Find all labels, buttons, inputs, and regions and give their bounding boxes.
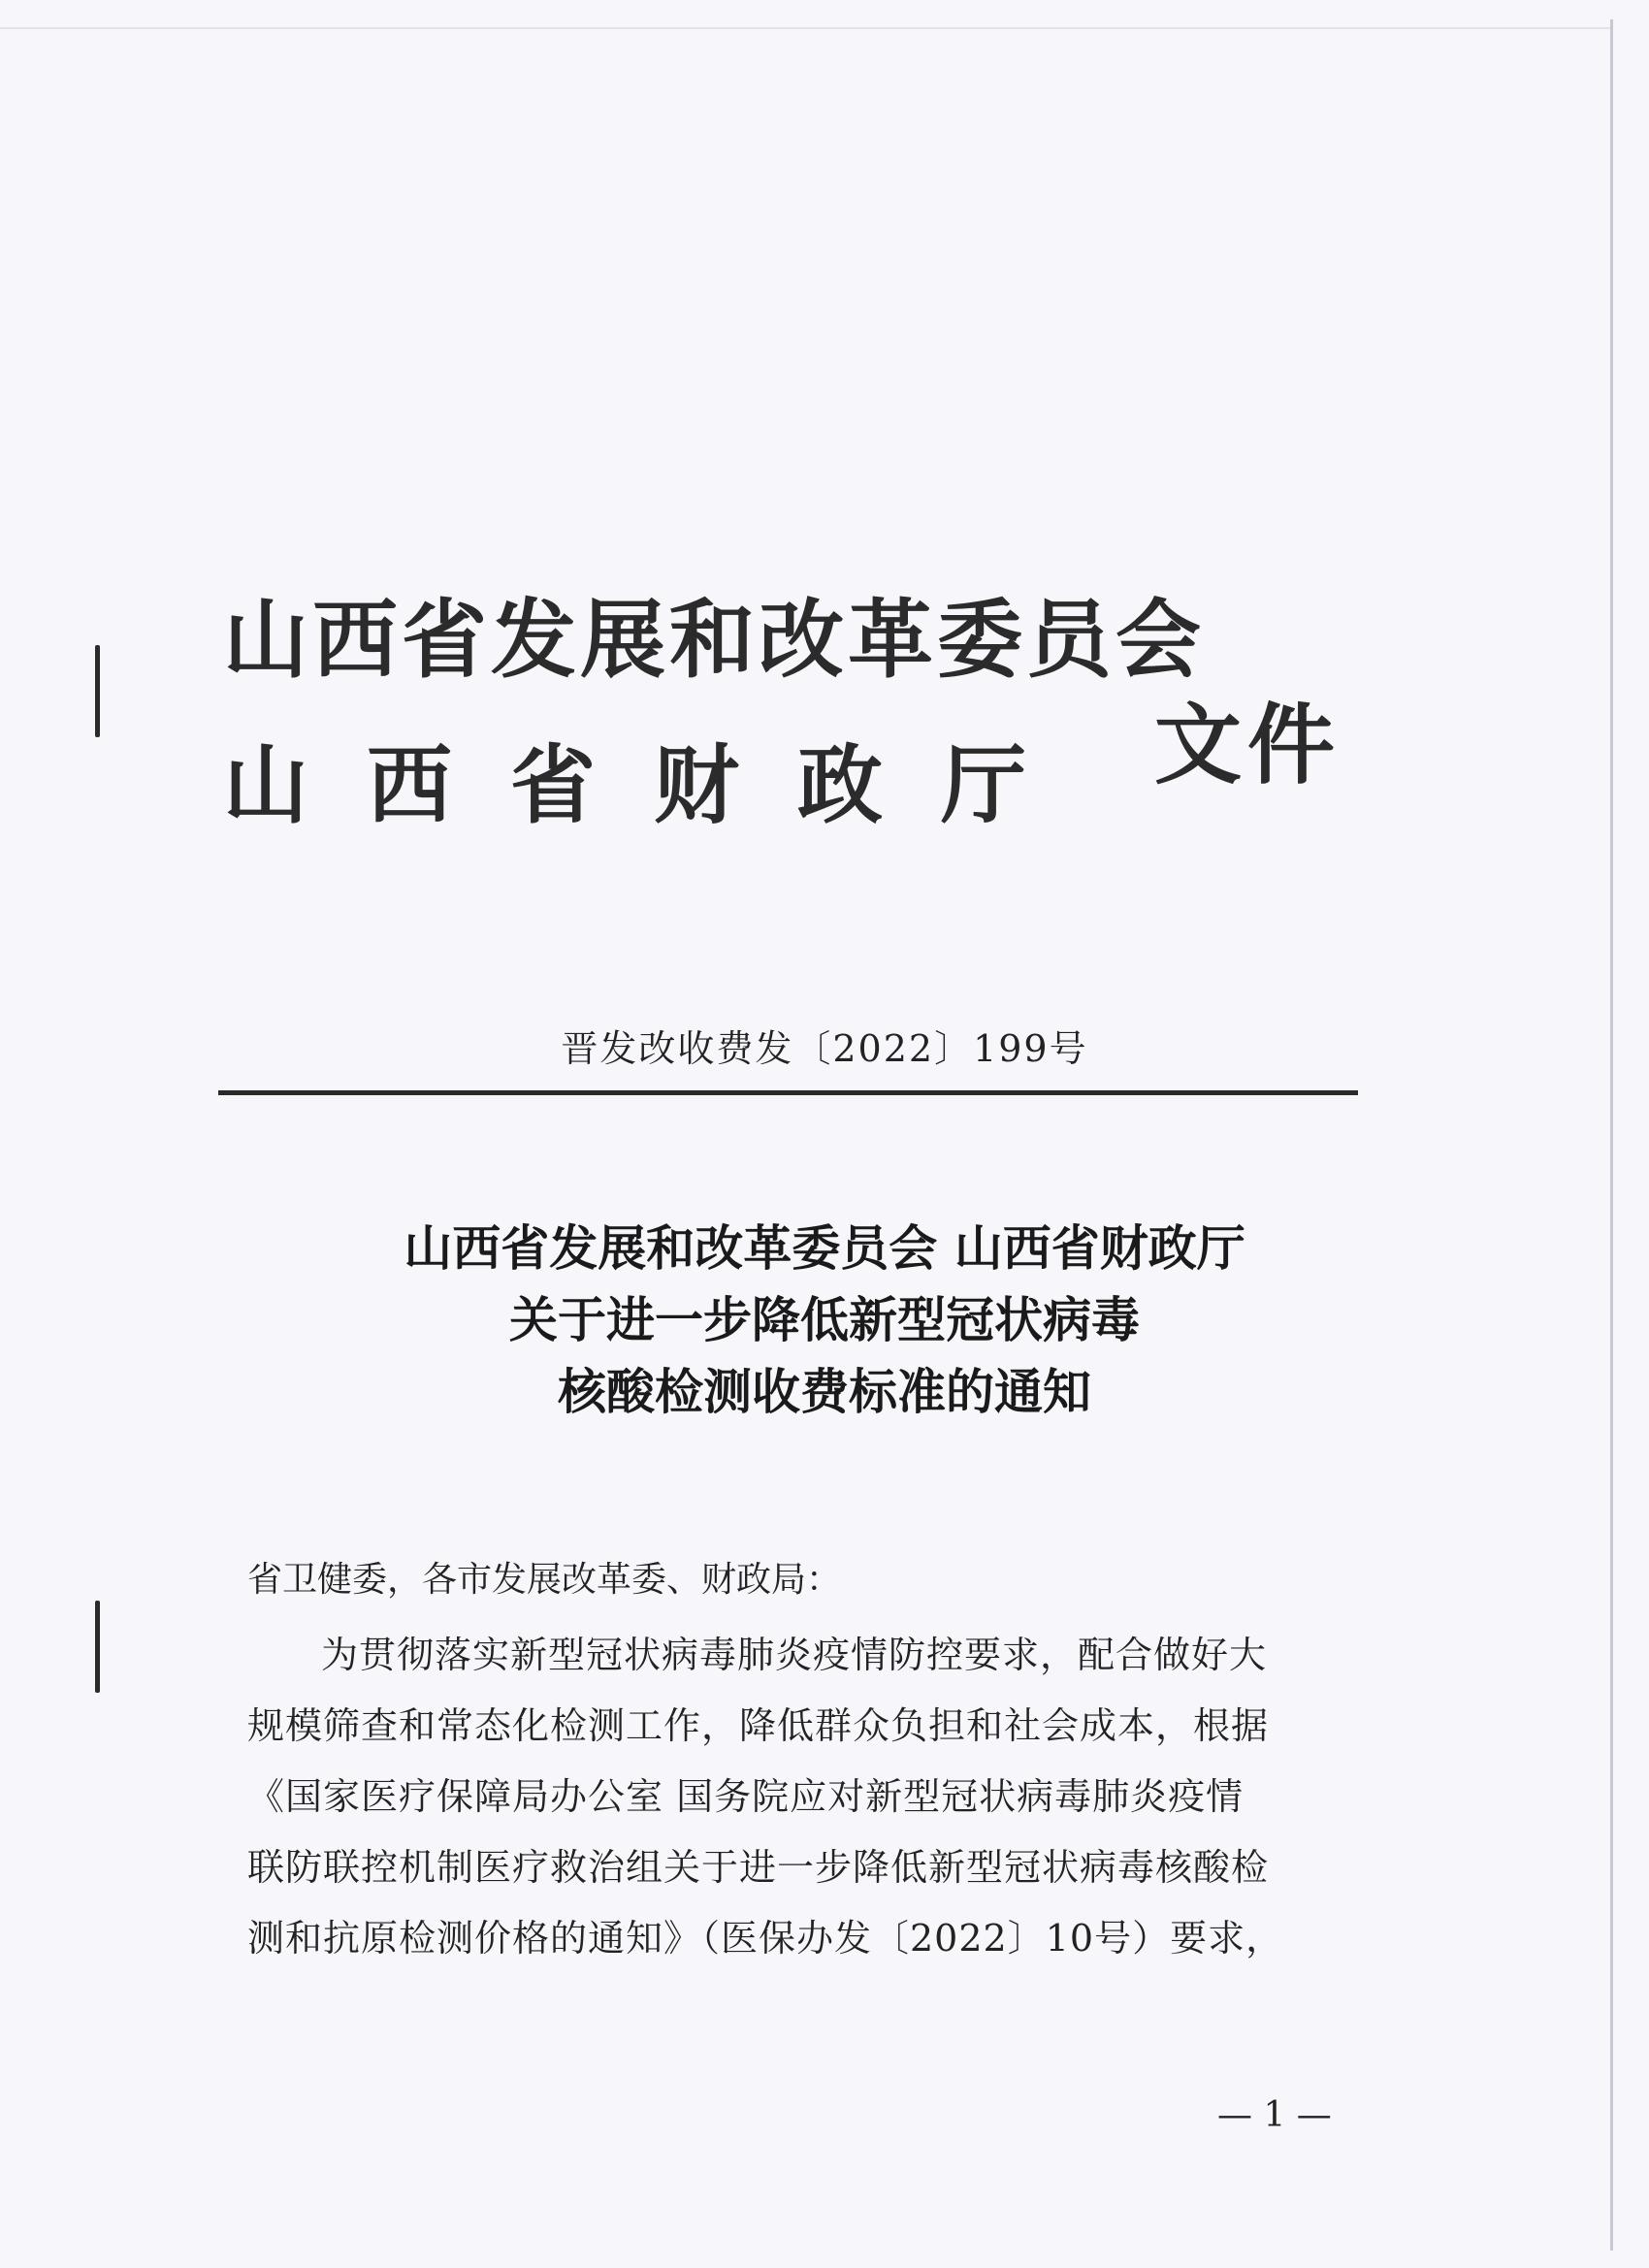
title-line-2: 关于进一步降低新型冠状病毒 xyxy=(509,1292,1140,1348)
salutation: 省卫健委，各市发展改革委、财政局： xyxy=(247,1560,842,1600)
body-line: 测和抗原检测价格的通知》（医保办发〔2022〕10号）要求， xyxy=(247,1917,1284,1960)
document-number: 晋发改收费发〔2022〕199号 xyxy=(561,1027,1088,1070)
title-line-3: 核酸检测收费标准的通知 xyxy=(558,1364,1091,1420)
scan-edge-right xyxy=(1610,19,1613,2251)
body-paragraph xyxy=(247,1620,1382,1974)
body-line: 《国家医疗保障局办公室 国务院应对新型冠状病毒肺炎疫情 xyxy=(247,1775,1245,1818)
body-line: 联防联控机制医疗救治组关于进一步降低新型冠状病毒核酸检 xyxy=(247,1846,1270,1889)
binding-mark-bottom xyxy=(95,1601,100,1693)
page-number: — 1 — xyxy=(1217,2095,1332,2135)
header-divider xyxy=(218,1090,1358,1095)
issuing-authority-header xyxy=(223,572,1416,834)
document-title xyxy=(194,1213,1455,1428)
document-type: 文件 xyxy=(1154,695,1341,796)
title-line-1: 山西省发展和改革委员会 山西省财政厅 xyxy=(404,1220,1245,1277)
issuing-org-2: 山西省财政厅 xyxy=(223,735,1085,835)
body-line: 为贯彻落实新型冠状病毒肺炎疫情防控要求，配合做好大 xyxy=(321,1634,1268,1676)
issuing-org-1: 山西省发展和改革委员会 xyxy=(223,590,1206,690)
scan-edge-top xyxy=(0,27,1610,29)
body-line: 规模筛查和常态化检测工作，降低群众负担和社会成本，根据 xyxy=(247,1704,1270,1747)
binding-mark-top xyxy=(95,645,100,737)
